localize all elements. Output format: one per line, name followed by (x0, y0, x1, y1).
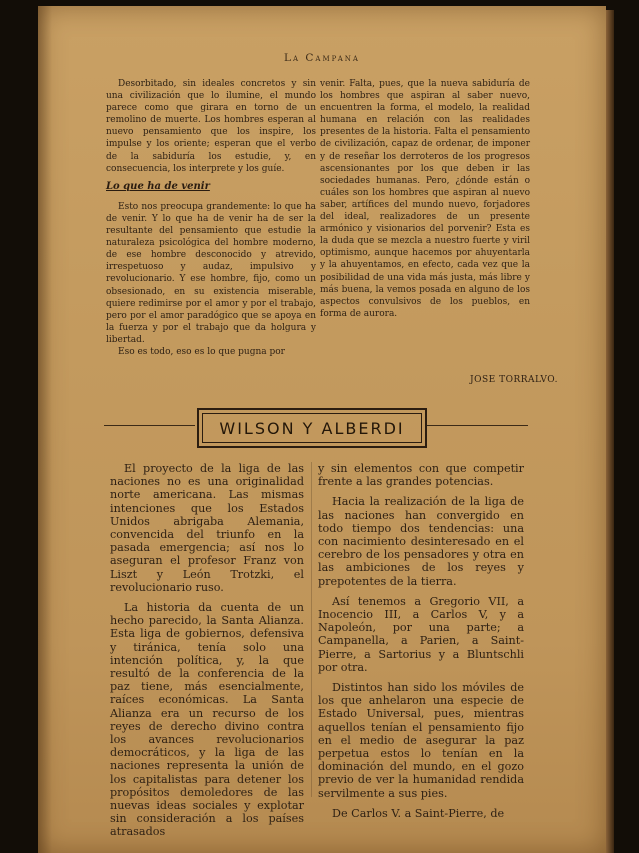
paragraph: Así tenemos a Gregorio VII, a Inocencio III, a Carlos V, y a Napoleón, por una parte; a Campanella, a Parien, a Saint-Pierre, a Sartorius y a Bluntschli por otra. (318, 594, 524, 674)
paragraph: Distintos han sido los móviles de los que anhelaron una especie de Estado Universal, pues, mientras aquellos tenían el pensamiento fijo en el medio de asegurar la paz perpetua estos lo tenían en la dominación del mundo, en el gozo previo de ver la humanidad rendida servilmente a sus pies. (318, 681, 524, 800)
left-divider-rule (104, 425, 195, 426)
section-heading: Lo que ha de venir (106, 180, 210, 192)
paragraph: Eso es todo, eso es lo que pugna por (118, 346, 285, 357)
paragraph: y sin elementos con que competir frente a las grandes potencias. (318, 462, 524, 489)
right-divider-rule (425, 425, 528, 426)
paragraph: Desorbitado, sin ideales concretos y sin una civilización que lo ilumine, el mundo parece como que girara en torno de un remolino de muerte. Los hombres esperan al nuevo pensamiento que los inspire, los impulse y los oriente; esperan que el verbo de la sabiduría los estudie, y, en consecuencia, los interprete y los guíe. (106, 79, 316, 174)
bottom-right-column (318, 462, 524, 827)
top-right-column (320, 78, 530, 320)
paragraph: La historia da cuenta de un hecho parecido, la Santa Alianza. Esta liga de gobiernos, defensiva y tiránica, tenía solo una intención política, y, la que resultó de la conferencia de la paz tiene, más esencialmente, raíces económicas. La Santa Alianza era un recurso de los reyes de derecho divino contra los avances revolucionarios democráticos, y la liga de las naciones representa la unión de los capitalistas para detener los propósitos demoledores de las nuevas ideas sociales y explotar sin consideración a los países atrasados (110, 601, 304, 839)
column-separator (311, 462, 312, 797)
paragraph: Esto nos preocupa grandemente: lo que ha de venir. Y lo que ha de venir ha de ser la resultante del pensamiento que estudie la naturaleza psicológica del hombre moderno, de ese hombre desconocido y atrevido, irrespetuoso y audaz, impulsivo y revolucionario. Y ese hombre, fijo, como un obsesionado, en su existencia miserable, quiere redimirse por el amor y por el trabajo, pero por el amor paradógico que se apoya en la fuerza y por el trabajo que da holgura y libertad. (106, 201, 316, 345)
top-left-column (106, 78, 316, 358)
article-title: WILSON Y ALBERDI (202, 413, 422, 443)
author-signature: JOSE TORRALVO. (470, 375, 558, 385)
page-edge (606, 10, 614, 853)
paragraph: De Carlos V. a Saint-Pierre, de (332, 806, 505, 820)
paragraph: Hacia la realización de la liga de las naciones han convergido en todo tiempo dos tendencias: una con nacimiento desinteresado en el cerebro de los pensadores y otra en las ambiciones de los reyes y prepotentes de la tierra. (318, 495, 524, 588)
paragraph: venir. Falta, pues, que la nueva sabiduría de los hombres que aspiran al saber nuevo, encuentren la forma, el modelo, la realidad humana en relación con las realidades presentes de la historia. Falta el pensamiento de civilización, capaz de ordenar, de imponer y de reseñar los derroteros de los progresos ascensionantes por los que deben ir las sociedades humanas. Pero, ¿dónde están o cuáles son los hombres que aspiran al nuevo saber, artífices del mundo nuevo, forjadores del ideal, realizadores de un presente armónico y visionarios del porvenir? Esta es la duda que se mezcla a nuestro fuerte y viril optimismo, aunque hacemos por ahuyentarla y la ahuyentamos, en efecto, cada vez que la posibilidad de una vida más justa, más libre y más buena, la vemos posada en alguno de los aspectos convulsivos de los pueblos, en forma de aurora. (320, 79, 530, 319)
paragraph: El proyecto de la liga de las naciones no es una originalidad norte americana. Las mismas intenciones que los Estados Unidos abrigaba Alemania, convencida del triunfo en la pasada emergencia; así nos lo aseguran el profesor Franz von Liszt y León Trotzki, el revolucionario ruso. (110, 462, 304, 594)
bottom-left-column (110, 462, 304, 846)
running-head: La Campana (284, 52, 360, 64)
article-title-banner (197, 408, 427, 448)
